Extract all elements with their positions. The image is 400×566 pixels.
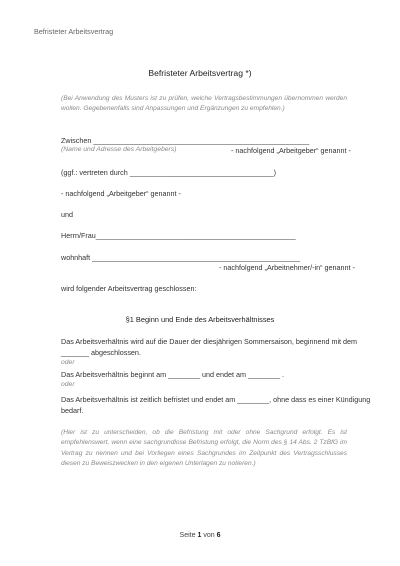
oder-2: oder [61, 381, 75, 388]
intro-note: (Bei Anwendung des Musters ist zu prüfen, welche Vertragsbestimmungen übernommen werden wollen. Gegebenenfalls sind Anpassungen und Ergänzungen zu empfehlen.) [61, 95, 347, 113]
option-1-line-1: Das Arbeitsverhältnis wird auf die Dauer der diesjährigen Sommersaison, beginnend mit dem [61, 337, 358, 346]
zwischen-line: Zwischen ______________________________________________________ [61, 136, 310, 145]
footer-prefix: Seite [179, 532, 196, 539]
employer-suffix: - nachfolgend „Arbeitgeber“ genannt - [231, 146, 351, 155]
option-3-line-2: bedarf. [61, 406, 84, 415]
footer-page-number: 1 [197, 532, 202, 539]
option-3-line-1: Das Arbeitsverhältnis ist zeitlich befristet und endet am ________, ohne dass es einer Kündigung [61, 395, 371, 404]
employer-suffix-2: - nachfolgend „Arbeitgeber“ genannt - [61, 189, 181, 198]
option-1-line-2: _______ abgeschlossen. [61, 348, 141, 357]
page-footer [0, 532, 400, 539]
und-text: und [61, 210, 73, 219]
herr-frau-line: Herrn/Frau__________________________________________________ [61, 231, 296, 240]
running-header: Befristeter Arbeitsvertrag [34, 27, 114, 36]
oder-1: oder [61, 359, 75, 366]
employer-name-hint: (Name und Adresse des Arbeitgebers) [61, 146, 177, 153]
wohnhaft-line: wohnhaft ____________________________________________________ [61, 253, 301, 262]
closing-text: wird folgender Arbeitsvertrag geschlossen: [61, 284, 197, 293]
footer-total-pages: 6 [216, 532, 221, 539]
vertreten-line: (ggf.: vertreten durch ____________________________________) [61, 168, 277, 177]
document-title: Befristeter Arbeitsvertrag *) [148, 68, 252, 78]
option-2: Das Arbeitsverhältnis beginnt am ________ und endet am ________ . [61, 370, 284, 379]
footer-middle: von [203, 532, 215, 539]
employee-suffix: - nachfolgend „Arbeitnehmer/-in“ genannt - [219, 263, 355, 272]
section-1-heading: §1 Beginn und Ende des Arbeitsverhältnisses [125, 315, 275, 324]
section-1-note: (Hier ist zu unterscheiden, ob die Befristung mit oder ohne Sachgrund erfolgt. Es ist empfehlenswert, wenn eine sachgrundlose Befristung erfolgt, die Norm des § 14 Abs. 2 TzBfG im Vertrag zu nennen und bei Vorliegen eines Sachgrundes im Zeitpunkt des Vertragsschlusses diesen zu Beweiszwecken in den eigenen Unterlagen zu notieren.) [61, 429, 347, 467]
